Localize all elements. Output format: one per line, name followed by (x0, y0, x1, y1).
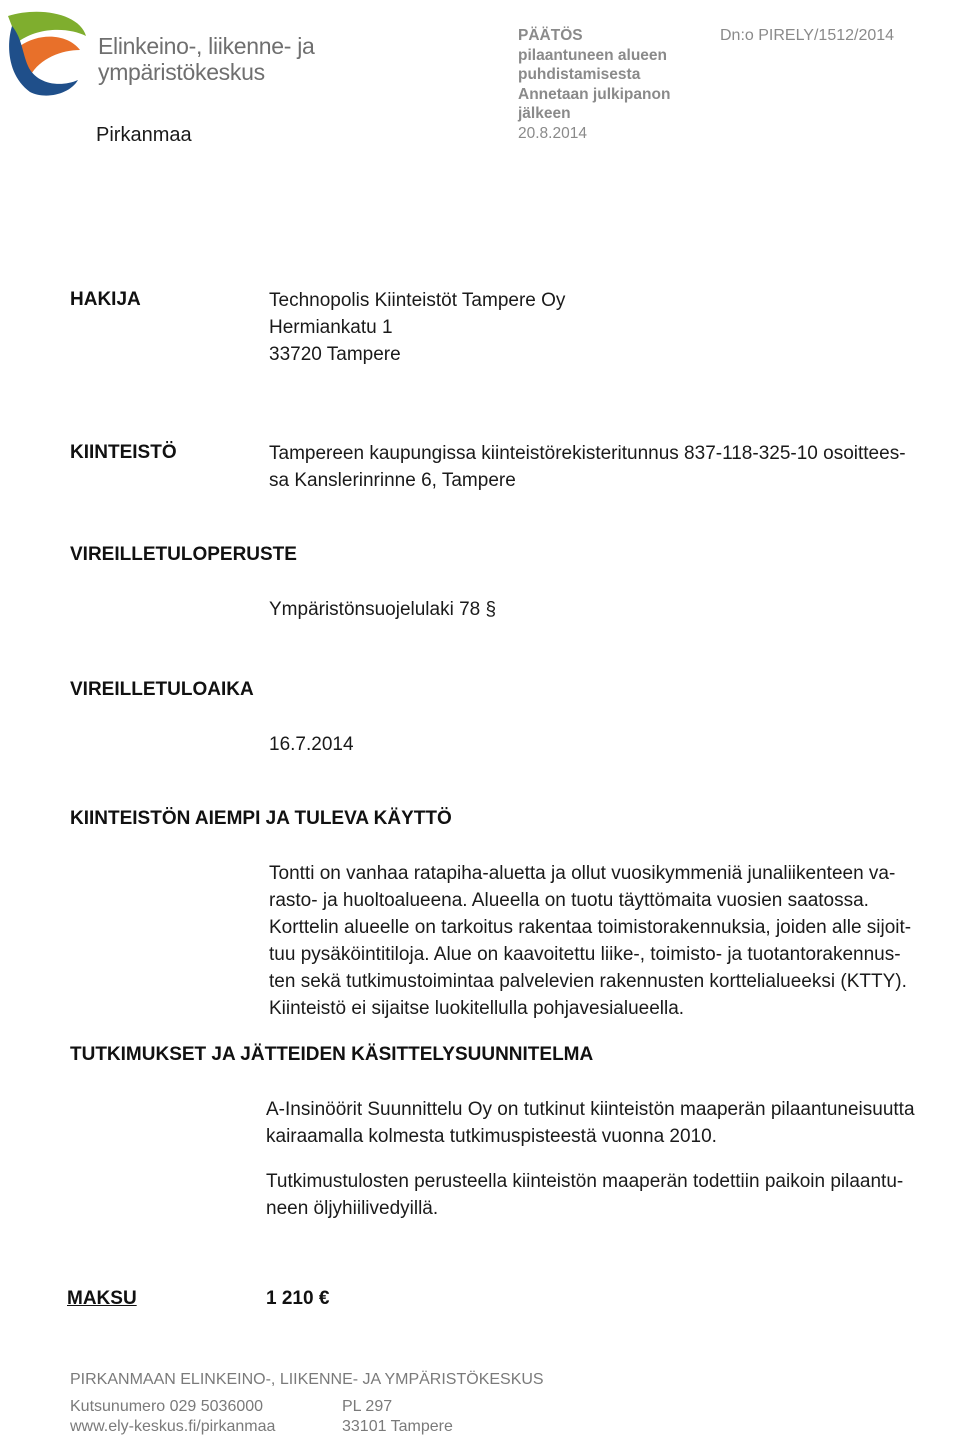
footer-org-title: PIRKANMAAN ELINKEINO-, LIIKENNE- JA YMPÄRISTÖKESKUS (70, 1371, 544, 1388)
text-line: ten sekä tutkimustoimintaa palvelevien rakennusten korttelialueeksi (KTTY). (269, 971, 907, 992)
text-line: Tutkimustulosten perusteella kiinteistön maaperän todettiin paikoin pilaantu- (266, 1171, 904, 1192)
property-line: sa Kanslerinrinne 6, Tampere (269, 470, 516, 491)
document-date: 20.8.2014 (518, 124, 587, 142)
section-label-kiinteisto: KIINTEISTÖ (70, 442, 177, 463)
text-line: tuu pysäköintitiloja. Alue on kaavoitettu liike-, toimisto- ja tuotantorakennus- (269, 944, 901, 965)
applicant-street: Hermiankatu 1 (269, 317, 393, 338)
footer-website: www.ely-keskus.fi/pirkanmaa (70, 1418, 276, 1435)
footer-postal-city: 33101 Tampere (342, 1418, 453, 1435)
text-line: kairaamalla kolmesta tutkimuspisteestä vuonna 2010. (266, 1126, 717, 1147)
footer-contact (70, 1397, 275, 1437)
text-line: Kiinteistö ei sijaitse luokitellulla pohjavesialueella. (269, 998, 685, 1019)
organization-name (98, 33, 315, 85)
applicant-info (269, 287, 565, 368)
filing-date: 16.7.2014 (269, 734, 354, 755)
fee-amount: 1 210 € (266, 1288, 330, 1309)
footer-po-box: PL 297 (342, 1398, 393, 1415)
applicant-name: Technopolis Kiinteistöt Tampere Oy (269, 290, 566, 311)
footer-phone: Kutsunumero 029 5036000 (70, 1398, 264, 1415)
research-paragraph-1 (266, 1096, 915, 1150)
doc-type-line: PÄÄTÖS (518, 27, 583, 44)
document-type (518, 26, 718, 143)
text-line: Korttelin alueelle on tarkoitus rakentaa toimistorakennuksia, joiden alle sijoit- (269, 917, 912, 938)
region-name: Pirkanmaa (96, 124, 192, 146)
legal-basis: Ympäristönsuojelulaki 78 § (269, 599, 497, 620)
text-line: neen öljyhiilivedyillä. (266, 1198, 439, 1219)
research-paragraph-2 (266, 1168, 903, 1222)
property-line: Tampereen kaupungissa kiinteistörekisteritunnus 837-118-325-10 osoittees- (269, 443, 906, 464)
section-label-tutkimukset: TUTKIMUKSET JA JÄTTEIDEN KÄSITTELYSUUNNITELMA (70, 1044, 594, 1065)
section-label-kaytto: KIINTEISTÖN AIEMPI JA TULEVA KÄYTTÖ (70, 808, 452, 829)
section-label-maksu: MAKSU (67, 1288, 137, 1309)
property-use-text (269, 860, 911, 1022)
org-name-line1: Elinkeino-, liikenne- ja (98, 33, 315, 59)
ely-logo-icon (0, 6, 92, 98)
section-label-vireilletuloaika: VIREILLETULOAIKA (70, 679, 254, 700)
section-label-vireilletuloperuste: VIREILLETULOPERUSTE (70, 544, 297, 565)
doc-type-line: Annetaan julkipanon (518, 85, 671, 103)
text-line: A-Insinöörit Suunnittelu Oy on tutkinut kiinteistön maaperän pilaantuneisuutta (266, 1099, 915, 1120)
text-line: Tontti on vanhaa ratapiha-aluetta ja ollut vuosikymmeniä junaliikenteen va- (269, 863, 896, 884)
org-name-line2: ympäristökeskus (98, 59, 265, 85)
diary-number: Dn:o PIRELY/1512/2014 (720, 27, 895, 44)
doc-type-line: pilaantuneen alueen (518, 46, 668, 64)
text-line: rasto- ja huoltoalueena. Alueella on tuotu täyttömaita vuosien saatossa. (269, 890, 869, 911)
footer-address (342, 1397, 453, 1437)
doc-type-line: jälkeen (518, 105, 571, 122)
section-label-hakija: HAKIJA (70, 289, 141, 310)
applicant-city: 33720 Tampere (269, 344, 401, 365)
doc-type-line: puhdistamisesta (518, 66, 641, 83)
property-info (269, 440, 906, 494)
